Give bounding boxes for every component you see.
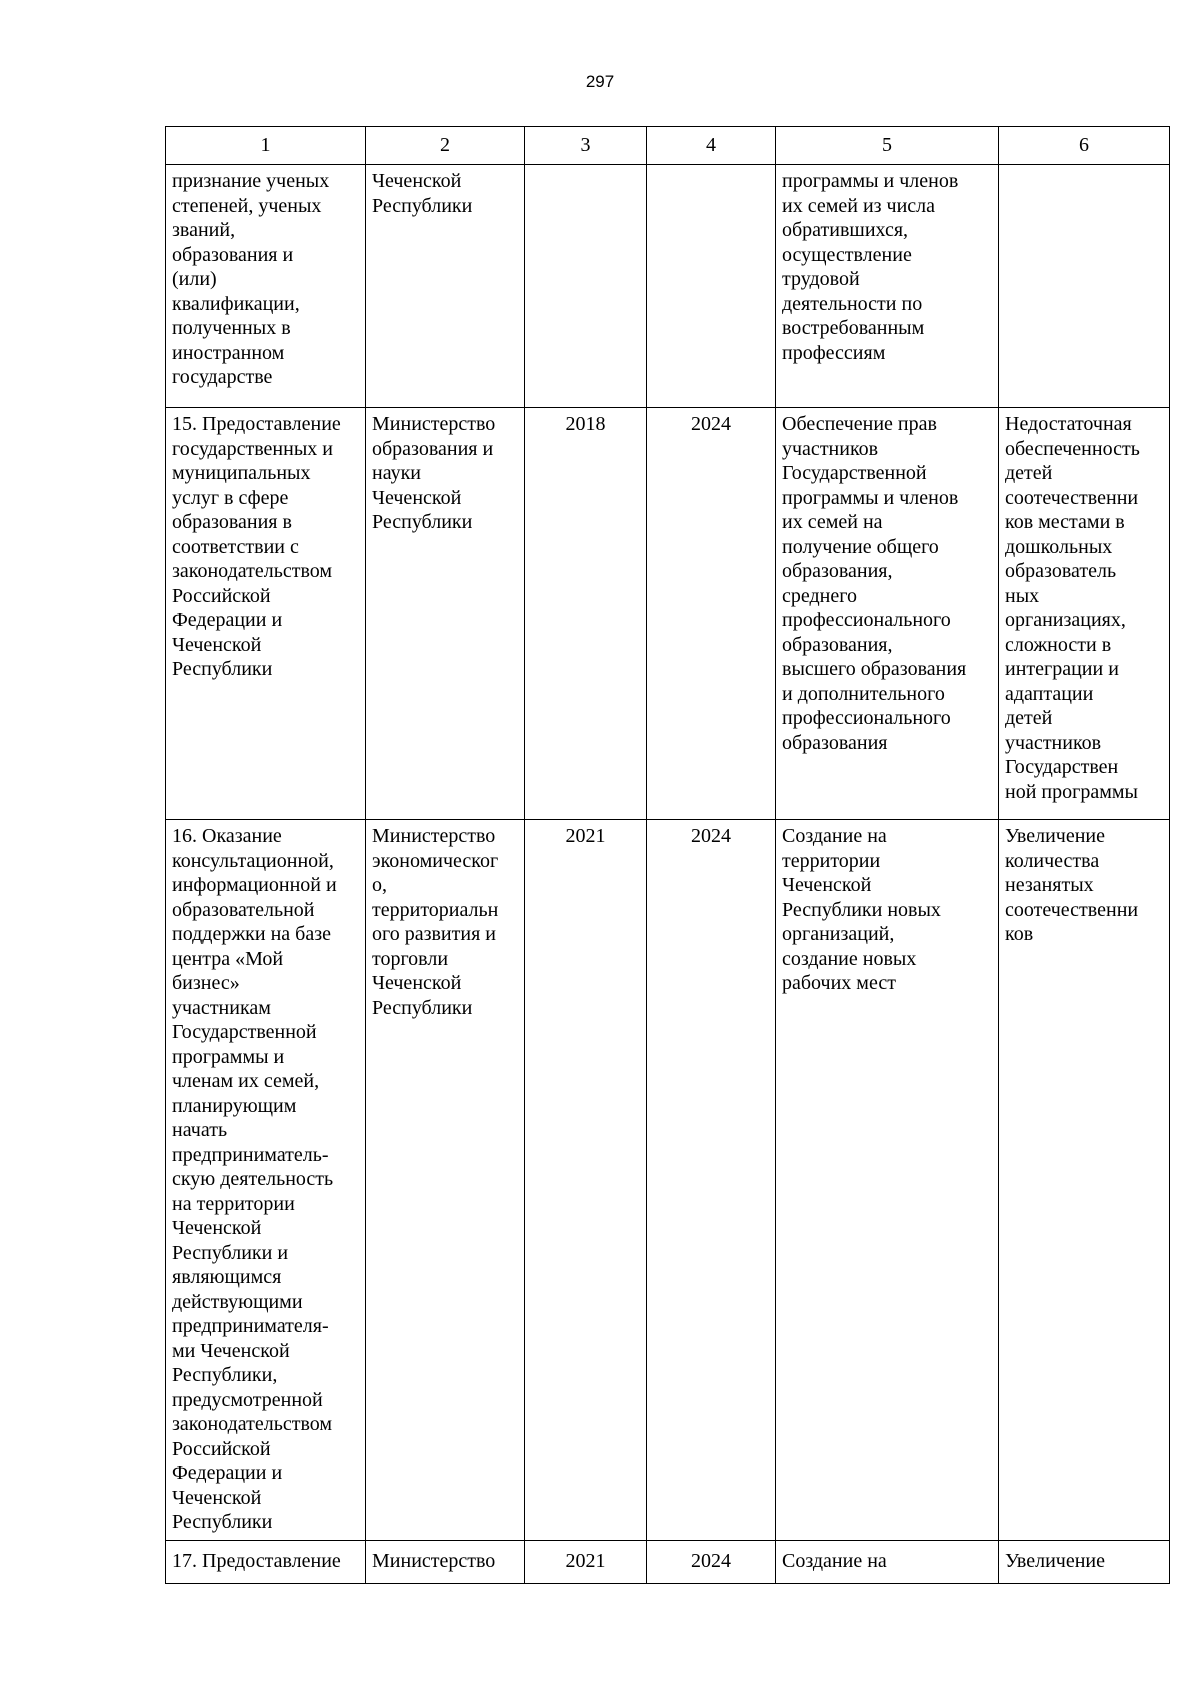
table-row: [166, 820, 1170, 1541]
cell-end-year: 2024: [647, 820, 776, 1541]
table-header-row: [166, 127, 1170, 165]
table-row: [166, 1541, 1170, 1584]
cell-executor: Министерство: [366, 1541, 525, 1584]
cell-end-year: 2024: [647, 408, 776, 820]
cell-consequences: [999, 165, 1170, 408]
table-row: [166, 165, 1170, 408]
column-header-5: 5: [776, 127, 999, 165]
page-number: 297: [585, 72, 615, 91]
cell-measure: 16. Оказание консультационной, информационной и образовательной поддержки на базе центра «Мой бизнес» участникам Государственной программы и членам их семей, планирующим начать предприниматель- скую деятельность на территории Чеченской Республики и являющимся действующими предпринимателя- ми Чеченской Республики, предусмотренной законодательством Российской Федерации и Чеченской Республики: [166, 820, 366, 1541]
column-header-2: 2: [366, 127, 525, 165]
cell-measure: признание ученых степеней, ученых званий, образования и (или) квалификации, полученных в иностранном государстве: [166, 165, 366, 408]
cell-expected-result: программы и членов их семей из числа обратившихся, осуществление трудовой деятельности по востребованным профессиям: [776, 165, 999, 408]
cell-executor: Министерство образования и науки Чеченской Республики: [366, 408, 525, 820]
column-header-1: 1: [166, 127, 366, 165]
cell-measure: 17. Предоставление: [166, 1541, 366, 1584]
cell-expected-result: Создание на территории Чеченской Республики новых организаций, создание новых рабочих мест: [776, 820, 999, 1541]
cell-consequences: Увеличение: [999, 1541, 1170, 1584]
measures-table: [165, 126, 1170, 1584]
column-header-6: 6: [999, 127, 1170, 165]
table-row: [166, 408, 1170, 820]
cell-executor: Чеченской Республики: [366, 165, 525, 408]
cell-consequences: Увеличение количества незанятых соотечественни ков: [999, 820, 1170, 1541]
column-header-3: 3: [525, 127, 647, 165]
cell-start-year: [525, 165, 647, 408]
cell-end-year: [647, 165, 776, 408]
column-header-4: 4: [647, 127, 776, 165]
cell-executor: Министерство экономическог о, территориальн ого развития и торговли Чеченской Республики: [366, 820, 525, 1541]
cell-start-year: 2018: [525, 408, 647, 820]
cell-measure: 15. Предоставление государственных и муниципальных услуг в сфере образования в соответствии с законодательством Российской Федерации и Чеченской Республики: [166, 408, 366, 820]
cell-start-year: 2021: [525, 1541, 647, 1584]
cell-expected-result: Создание на: [776, 1541, 999, 1584]
cell-consequences: Недостаточная обеспеченность детей соотечественни ков местами в дошкольных образователь ных организациях, сложности в интеграции и адаптации детей участников Государствен ной программы: [999, 408, 1170, 820]
cell-expected-result: Обеспечение прав участников Государственной программы и членов их семей на получение общего образования, среднего профессионального образования, высшего образования и дополнительного профессионального образования: [776, 408, 999, 820]
cell-end-year: 2024: [647, 1541, 776, 1584]
cell-start-year: 2021: [525, 820, 647, 1541]
